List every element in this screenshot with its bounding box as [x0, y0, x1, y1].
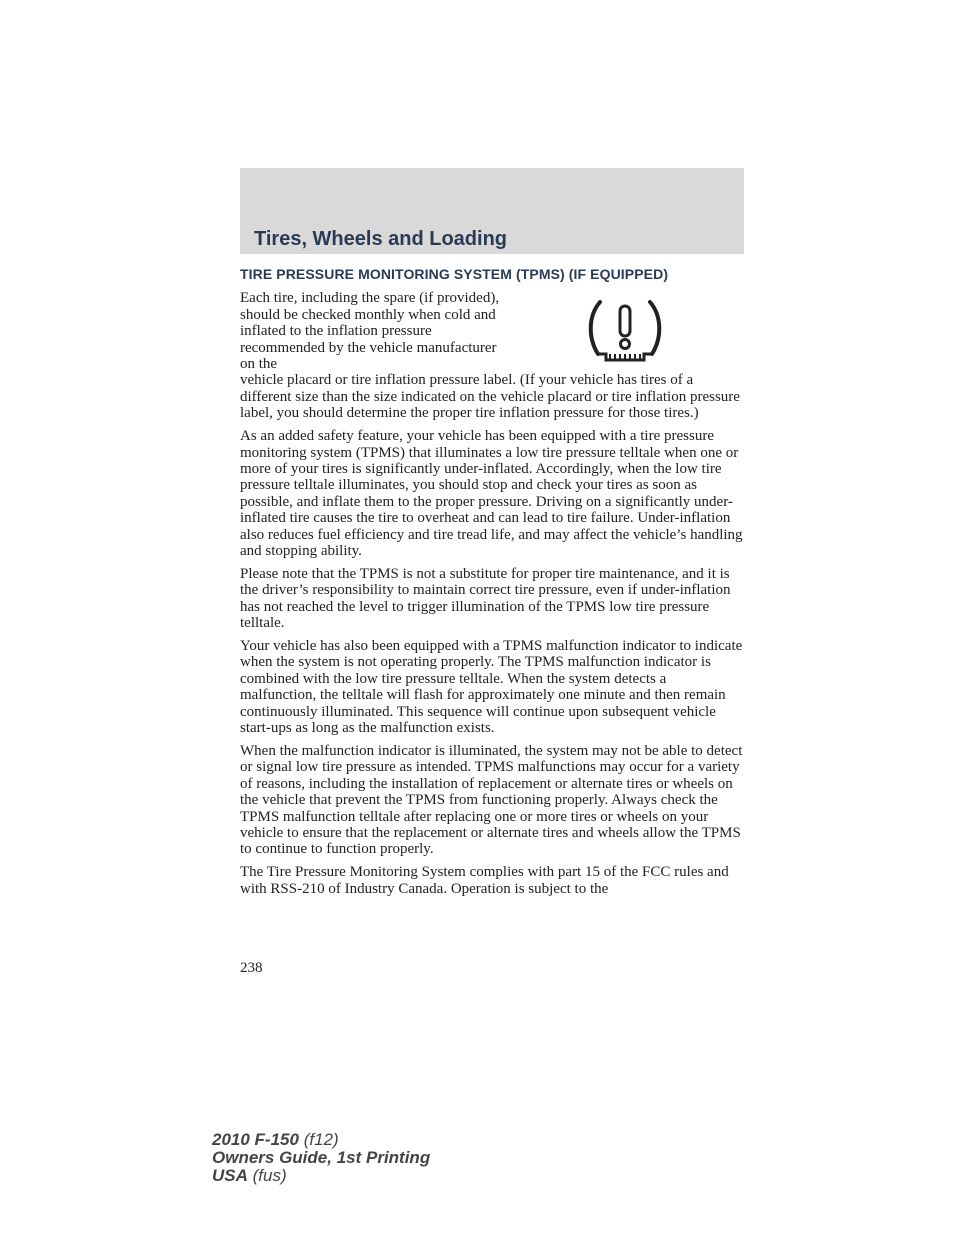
footer-model-code: (f12)	[303, 1130, 339, 1149]
footer-line-1	[212, 1131, 430, 1149]
footer-guide: Owners Guide, 1st Printing	[212, 1148, 431, 1167]
page-number: 238	[240, 960, 263, 976]
paragraph-1	[240, 290, 744, 421]
paragraph-5: When the malfunction indicator is illuminated, the system may not be able to detect or signal low tire pressure as intended. TPMS malfunctions may occur for a variety of reasons, including the installation of replacement or alternate tires or wheels on the vehicle that prevent the TPMS from functioning properly. Always check the TPMS malfunction telltale after replacing one or more tires or wheels on your vehicle to ensure that the replacement or alternate tires and wheels allow the TPMS to continue to function properly.	[240, 742, 743, 858]
paragraph-2: As an added safety feature, your vehicle has been equipped with a tire pressure monitoring system (TPMS) that illuminates a low tire pressure telltale when one or more of your tires is significantly under-inflated. Accordingly, when the low tire pressure telltale illuminates, you should stop and check your tires as soon as possible, and inflate them to the proper pressure. Driving on a significantly under-inflated tire causes the tire to overheat and can lead to tire failure. Under-inflation also reduces fuel efficiency and tire tread life, and may affect the vehicle’s handling and stopping ability.	[240, 428, 743, 559]
footer-line-3	[212, 1167, 430, 1185]
footer-model: 2010 F-150	[212, 1130, 299, 1149]
paragraph-3: Please note that the TPMS is not a substitute for proper tire maintenance, and it is the driver’s responsibility to maintain correct tire pressure, even if under-inflation has not reached the level to trigger illumination of the TPMS low tire pressure telltale.	[240, 565, 731, 632]
section-title: Tires, Wheels and Loading	[254, 228, 508, 250]
paragraph-4: Your vehicle has also been equipped with a TPMS malfunction indicator to indicate when the system is not operating properly. The TPMS malfunction indicator is combined with the low tire pressure telltale. When the system detects a malfunction, the telltale will flash for approximately one minute and then remain continuously illuminated. This sequence will continue upon subsequent vehicle start-ups as long as the malfunction exists.	[240, 638, 743, 737]
footer-line-2	[212, 1149, 430, 1167]
paragraph-6: The Tire Pressure Monitoring System complies with part 15 of the FCC rules and with RSS-210 of Industry Canada. Operation is subject to the	[240, 864, 729, 897]
article-body	[240, 266, 744, 904]
footer-market: USA	[212, 1166, 248, 1185]
paragraph-1-rest: vehicle placard or tire inflation pressure label. (If your vehicle has tires of a different size than the size indicated on the vehicle placard or tire inflation pressure label, you should determine the proper tire inflation pressure for those tires.)	[240, 372, 740, 422]
section-header-band	[240, 168, 744, 254]
paragraph-1-intro: Each tire, including the spare (if provided), should be checked monthly when cold and inflated to the inflation pressure recommended by the vehicle manufacturer on the	[240, 290, 500, 373]
tpms-warning-icon	[586, 296, 664, 366]
article-heading: TIRE PRESSURE MONITORING SYSTEM (TPMS) (IF EQUIPPED)	[240, 266, 669, 282]
document-footer	[212, 1131, 430, 1185]
footer-market-code: (fus)	[252, 1166, 287, 1185]
